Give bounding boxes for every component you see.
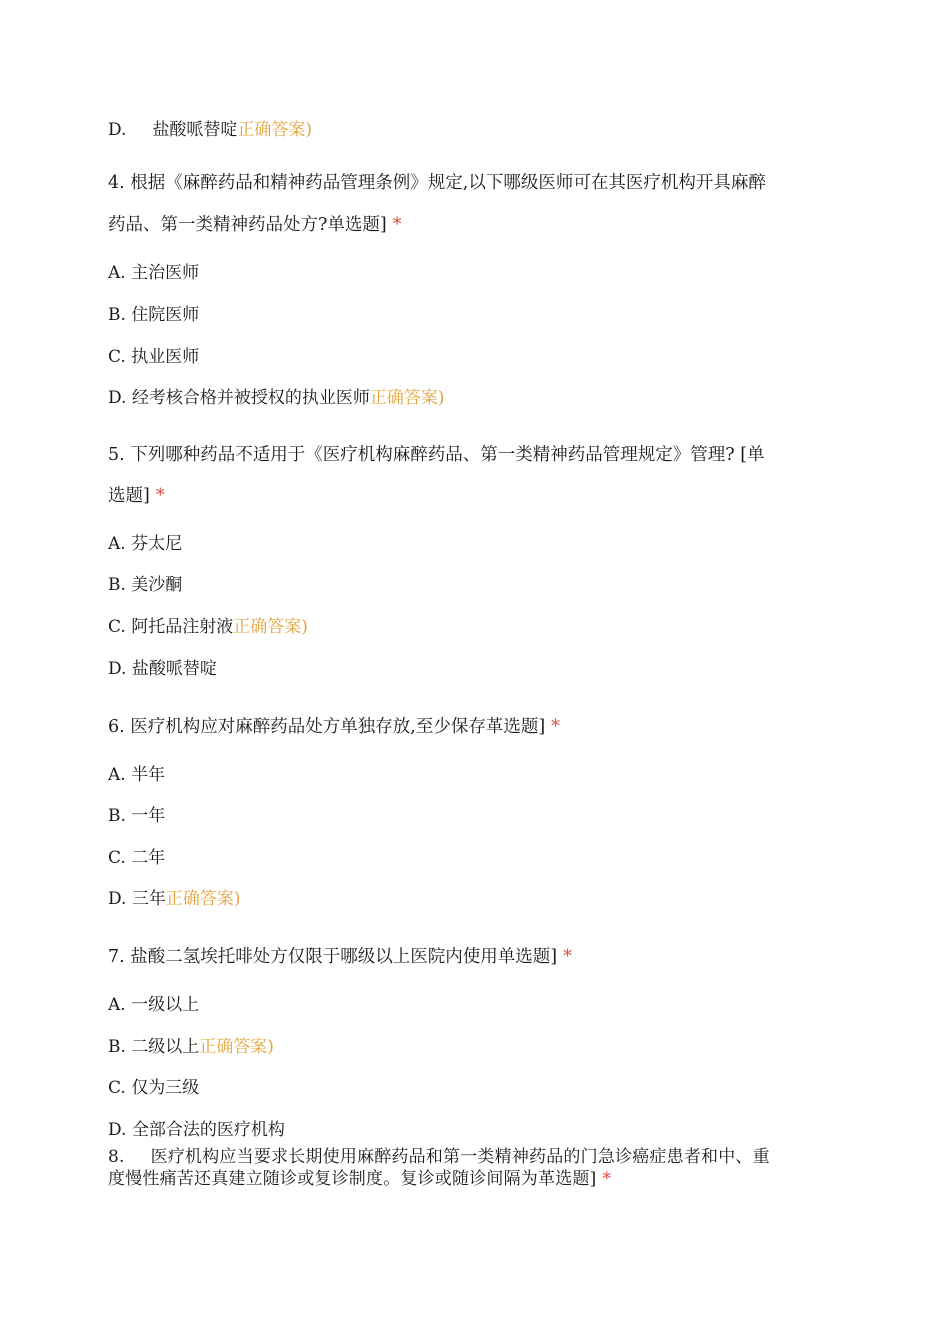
option-letter: D.	[108, 120, 127, 140]
question-5-text-line2: 选题] *	[108, 486, 165, 506]
question-7-text: 7. 盐酸二氢埃托啡处方仅限于哪级以上医院内使用单选题] *	[108, 947, 572, 967]
question-6-option-c[interactable]: C. 二年	[108, 848, 166, 868]
correct-answer-tag: 正确答案)	[199, 1037, 274, 1057]
required-asterisk: *	[551, 717, 560, 737]
question-7-option-c[interactable]: C. 仅为三级	[108, 1078, 200, 1098]
question-4-option-b[interactable]: B. 住院医师	[108, 305, 200, 325]
correct-answer-tag: 正确答案)	[237, 120, 313, 140]
question-8-text-line2: 度慢性痛苦还真建立随诊或复诊制度。复诊或随诊间隔为革选题] *	[108, 1169, 612, 1189]
question-5-option-a[interactable]: A. 芬太尼	[108, 534, 183, 554]
question-4-option-c[interactable]: C. 执业医师	[108, 347, 200, 367]
question-5-option-d[interactable]: D. 盐酸哌替啶	[108, 659, 217, 679]
question-7-option-b[interactable]: B. 二级以上正确答案)	[108, 1037, 274, 1057]
question-6-option-a[interactable]: A. 半年	[108, 765, 166, 785]
required-asterisk: *	[563, 947, 572, 967]
question-5-option-b[interactable]: B. 美沙酮	[108, 575, 183, 595]
required-asterisk: *	[155, 486, 165, 506]
option-d-top[interactable]	[108, 119, 312, 141]
required-asterisk: *	[602, 1169, 612, 1189]
correct-answer-tag: 正确答案)	[233, 617, 308, 637]
question-4-option-d[interactable]: D. 经考核合格并被授权的执业医师正确答案)	[108, 388, 445, 408]
question-5-option-c[interactable]: C. 阿托品注射液正确答案)	[108, 617, 308, 637]
correct-answer-tag: 正确答案)	[369, 388, 445, 408]
question-number: 8.	[108, 1147, 125, 1167]
required-asterisk: *	[392, 215, 402, 235]
question-7-option-d[interactable]: D. 全部合法的医疗机构	[108, 1120, 285, 1140]
question-4-option-a[interactable]: A. 主治医师	[108, 263, 200, 283]
question-6-option-d[interactable]: D. 三年正确答案)	[108, 889, 241, 909]
question-7-option-a[interactable]: A. 一级以上	[108, 995, 200, 1015]
question-4-text-line1: 4. 根据《麻醉药品和精神药品管理条例》规定,以下哪级医师可在其医疗机构开具麻醉	[108, 173, 766, 193]
question-6-option-b[interactable]: B. 一年	[108, 806, 166, 826]
question-6-text: 6. 医疗机构应对麻醉药品处方单独存放,至少保存革选题] *	[108, 717, 560, 737]
correct-answer-tag: 正确答案)	[165, 889, 241, 909]
question-8-text-line1: 8. 医疗机构应当要求长期使用麻醉药品和第一类精神药品的门急诊癌症患者和中、重	[108, 1147, 770, 1167]
question-5-text-line1: 5. 下列哪种药品不适用于《医疗机构麻醉药品、第一类精神药品管理规定》管理? [单	[108, 445, 765, 465]
question-4-text-line2: 药品、第一类精神药品处方?单选题] *	[108, 215, 402, 235]
option-text: 盐酸哌替啶	[152, 120, 238, 140]
